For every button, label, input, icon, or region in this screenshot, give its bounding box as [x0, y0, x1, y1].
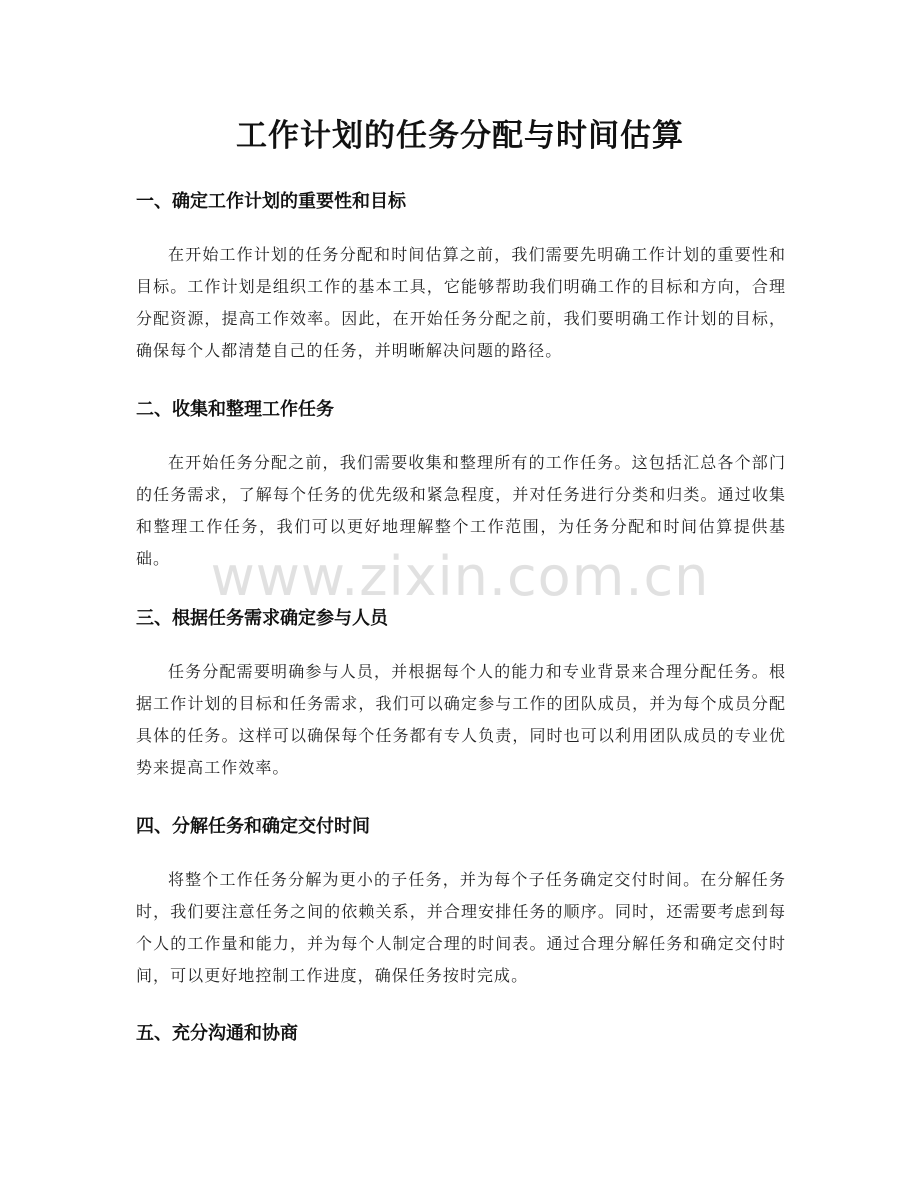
section-paragraph: 在开始工作计划的任务分配和时间估算之前，我们需要先明确工作计划的重要性和目标。工作计划是组织工作的基本工具，它能够帮助我们明确工作的目标和方向，合理分配资源，提高工作效率。因此，在开始任务分配之前，我们要明确工作计划的目标，确保每个人都清楚自己的任务，并明晰解决问题的路径。: [136, 245, 786, 360]
section-paragraph: 将整个工作任务分解为更小的子任务，并为每个子任务确定交付时间。在分解任务时，我们要注意任务之间的依赖关系，并合理安排任务的顺序。同时，还需要考虑到每个人的工作量和能力，并为每个人制定合理的时间表。通过合理分解任务和确定交付时间，可以更好地控制工作进度，确保任务按时完成。: [136, 870, 786, 985]
watermark: www.zixin.com.cn: [210, 545, 710, 608]
section-1: [136, 190, 786, 367]
section-heading: 四、分解任务和确定交付时间: [136, 816, 370, 837]
section-paragraph: 任务分配需要明确参与人员，并根据每个人的能力和专业背景来合理分配任务。根据工作计划的目标和任务需求，我们可以确定参与工作的团队成员，并为每个成员分配具体的任务。这样可以确保每个任务都有专人负责，同时也可以利用团队成员的专业优势来提高工作效率。: [136, 662, 786, 777]
section-heading: 五、充分沟通和协商: [136, 1023, 298, 1044]
section-heading: 一、确定工作计划的重要性和目标: [136, 191, 406, 212]
section-heading: 三、根据任务需求确定参与人员: [136, 608, 388, 629]
section-paragraph: 在开始任务分配之前，我们需要收集和整理所有的工作任务。这包括汇总各个部门的任务需求，了解每个任务的优先级和紧急程度，并对任务进行分类和归类。通过收集和整理工作任务，我们可以更好地理解整个工作范围，为任务分配和时间估算提供基础。: [136, 453, 786, 568]
section-3: [136, 607, 786, 784]
section-heading: 二、收集和整理工作任务: [136, 399, 334, 420]
section-2: [136, 398, 786, 575]
page-title: 工作计划的任务分配与时间估算: [236, 118, 684, 154]
section-5: [136, 1022, 786, 1046]
section-4: [136, 815, 786, 992]
